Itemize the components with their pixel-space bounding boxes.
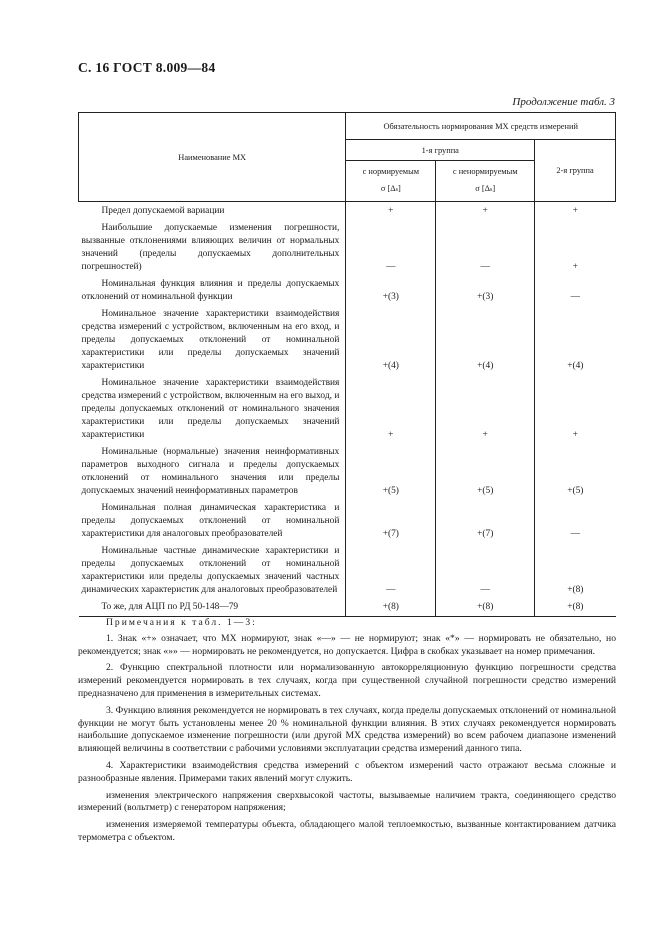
table-row: Наибольшие допускаемые изменения погрешности, вызванные отклонениями влияющих величин от нормальных значений (пределы допускаемых дополнительных погрешностей) — — + [79,218,616,274]
table-row: Номинальное значение характеристики взаимодействия средства измерений с устройством, включенным на его выход, и пределы допускаемых отклонений от номинального значения характеристики или пределы допускаемых значений характеристики + + + [79,373,616,442]
table-continuation-label: Продолжение табл. 3 [512,96,615,108]
table-row: Предел допускаемой вариации + + + [79,202,616,219]
table-row: Номинальная функция влияния и пределы допускаемых отклонений от номинальной функции +(3) +(3) — [79,274,616,304]
header-name: Наименование МХ [79,113,346,202]
table-row: Номинальные частные динамические характеристики и пределы допускаемых отклонений от номинальной характеристики или пределы допускаемых значений частных динамических характеристик для аналоговых преобразователей — — +(8) [79,541,616,597]
header-group2: 2-я группа [535,140,616,202]
header-group1: 1-я группа [346,140,535,161]
mx-table [78,112,616,617]
table-row: Номинальное значение характеристики взаимодействия средства измерений с устройством, включенным на его вход, и пределы допускаемых отклонений от номинальной характеристики или пределы допускаемых значений характеристики +(4) +(4) +(4) [79,304,616,373]
header-obligation: Обязательность нормирования МХ средств измерений [346,113,616,140]
note-3: 3. Функцию влияния рекомендуется не нормировать в тех случаях, когда пределы допускаемых отклонений от номинальной функции не могут быть установлены менее 20 % номинальной функции влияния. В этих случаях рекомендуется нормировать наибольшие допускаемое изменение погрешности (или другой МХ средства измерений) во всем рабочем диапазоне изменений влияющей величины в соответствии с рабочими условиями эксплуатации средства измерений данного типа. [78,704,616,755]
header-normed: с нормируемым σ [Δs] [346,161,436,202]
notes-title: Примечания к табл. 1—3: [106,617,257,628]
page-header: С. 16 ГОСТ 8.009—84 [78,60,216,75]
note-4-example-2: изменения измеряемой температуры объекта, обладающего малой теплоемкостью, вызванные контактированием датчика термометра с объектом. [78,819,616,843]
header-unnormed: с ненормируемым σ [Δs] [436,161,535,202]
table-row: То же, для АЦП по РД 50-148—79 +(8) +(8) +(8) [79,597,616,617]
note-2: 2. Функцию спектральной плотности или нормализованную автокорреляционную функцию погрешности средства измерений рекомендуется нормировать в тех случаях, когда при существенной случайной погрешности средство измерений предназначено для применения в измерительных системах. [78,662,616,699]
notes-section [78,617,616,849]
note-4-example-1: изменения электрического напряжения сверхвысокой частоты, вызываемые наличием тракта, соединяющего средство измерений (вольтметр) с генератором напряжения; [78,789,616,814]
table-row: Номинальные (нормальные) значения неинформативных параметров выходного сигнала и пределы допускаемых отклонений от номинального значения или пределы допускаемых значений неинформативных параметров +(5) +(5) +(5) [79,442,616,498]
table-row: Номинальная полная динамическая характеристика и пределы допускаемых отклонений от номинальной характеристики для аналоговых преобразователей +(7) +(7) — [79,498,616,541]
note-1: 1. Знак «+» означает, что МХ нормируют, знак «—» — не нормируют; знак «*» — нормировать не обязательно, но рекомендуется; знак «»» — нормировать не рекомендуется, но допускается. Цифра в скобках указывает на номер примечания. [78,632,616,657]
note-4: 4. Характеристики взаимодействия средства измерений с объектом измерений часто отражают весьма сложные и разнообразные явления. Примерами таких явлений могут служить. [78,759,616,784]
